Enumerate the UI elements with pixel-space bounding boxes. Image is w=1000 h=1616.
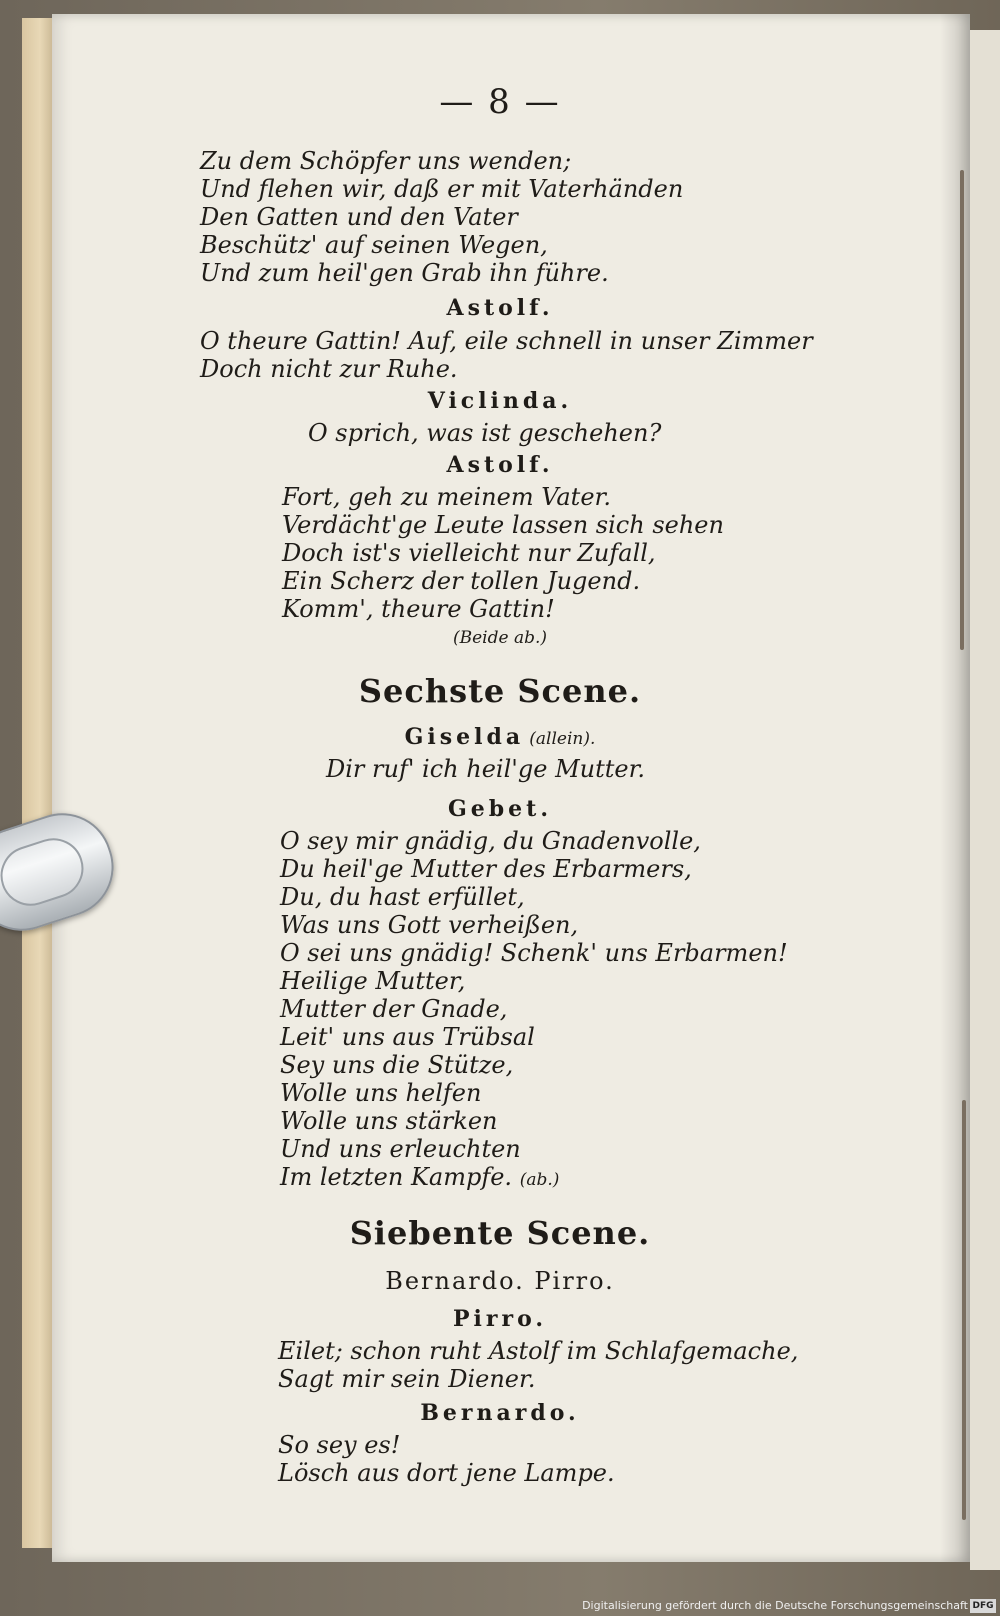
text-line: Komm', theure Gattin! — [282, 595, 555, 623]
stage-direction: (allein). — [529, 729, 596, 749]
text-line: Was uns Gott verheißen, — [280, 911, 579, 939]
text-line: Doch ist's vielleicht nur Zufall, — [282, 539, 656, 567]
stage-direction: (Beide ab.) — [452, 628, 548, 648]
text-line: Lösch aus dort jene Lampe. — [278, 1459, 615, 1487]
text-line: Du, du hast erfüllet, — [280, 883, 525, 911]
text-line: Im letzten Kampfe. — [280, 1163, 513, 1191]
text-line: Und zum heil'gen Grab ihn führe. — [200, 259, 609, 287]
text-line: Dir ruf' ich heil'ge Mutter. — [326, 755, 646, 783]
text-line: O theure Gattin! Auf, eile schnell in unser Zimmer — [200, 327, 813, 355]
text-line: Doch nicht zur Ruhe. — [200, 355, 458, 383]
speaker-name: Astolf. — [446, 295, 554, 321]
section-label: Gebet. — [448, 796, 552, 822]
speaker-with-direction — [0, 724, 1000, 750]
text-line: O sei uns gnädig! Schenk' uns Erbarmen! — [280, 939, 788, 967]
text-line: Eilet; schon ruht Astolf im Schlafgemache, — [278, 1337, 799, 1365]
speaker-name: Viclinda. — [427, 388, 573, 414]
page-number: — 8 — — [439, 82, 561, 122]
text-line: O sprich, was ist geschehen? — [308, 419, 662, 447]
digitization-credit: Digitalisierung gefördert durch die Deutsche Forschungsgemeinschaft — [582, 1599, 968, 1612]
stage-direction: (ab.) — [519, 1170, 560, 1190]
speaker-name: Pirro. — [452, 1306, 548, 1332]
text-line: Mutter der Gnade, — [280, 995, 508, 1023]
character-list: Bernardo. Pirro. — [385, 1267, 615, 1295]
text-line: Wolle uns stärken — [280, 1107, 498, 1135]
speaker-name: Astolf. — [446, 452, 554, 478]
scene-heading: Siebente Scene. — [349, 1214, 651, 1252]
text-line-with-direction — [280, 1164, 559, 1193]
dfg-logo: DFG — [970, 1599, 996, 1613]
text-line: Sagt mir sein Diener. — [278, 1365, 536, 1393]
text-line: Heilige Mutter, — [280, 967, 466, 995]
text-line: Verdächt'ge Leute lassen sich sehen — [282, 511, 724, 539]
text-line: Du heil'ge Mutter des Erbarmers, — [280, 855, 692, 883]
text-line: Fort, geh zu meinem Vater. — [282, 483, 611, 511]
text-line: Und flehen wir, daß er mit Vaterhänden — [200, 175, 684, 203]
text-line: Zu dem Schöpfer uns wenden; — [200, 147, 572, 175]
text-line: Und uns erleuchten — [280, 1135, 521, 1163]
text-line: Ein Scherz der tollen Jugend. — [282, 567, 641, 595]
text-line: Leit' uns aus Trübsal — [280, 1023, 535, 1051]
text-line: O sey mir gnädig, du Gnadenvolle, — [280, 827, 701, 855]
speaker-name: Bernardo. — [420, 1400, 580, 1426]
text-line: Wolle uns helfen — [280, 1079, 482, 1107]
text-line: Den Gatten und den Vater — [200, 203, 518, 231]
text-line: So sey es! — [278, 1431, 401, 1459]
text-line: Beschütz' auf seinen Wegen, — [200, 231, 548, 259]
speaker-name: Giselda — [404, 724, 525, 750]
text-line: Sey uns die Stütze, — [280, 1051, 514, 1079]
scene-heading: Sechste Scene. — [358, 672, 642, 710]
